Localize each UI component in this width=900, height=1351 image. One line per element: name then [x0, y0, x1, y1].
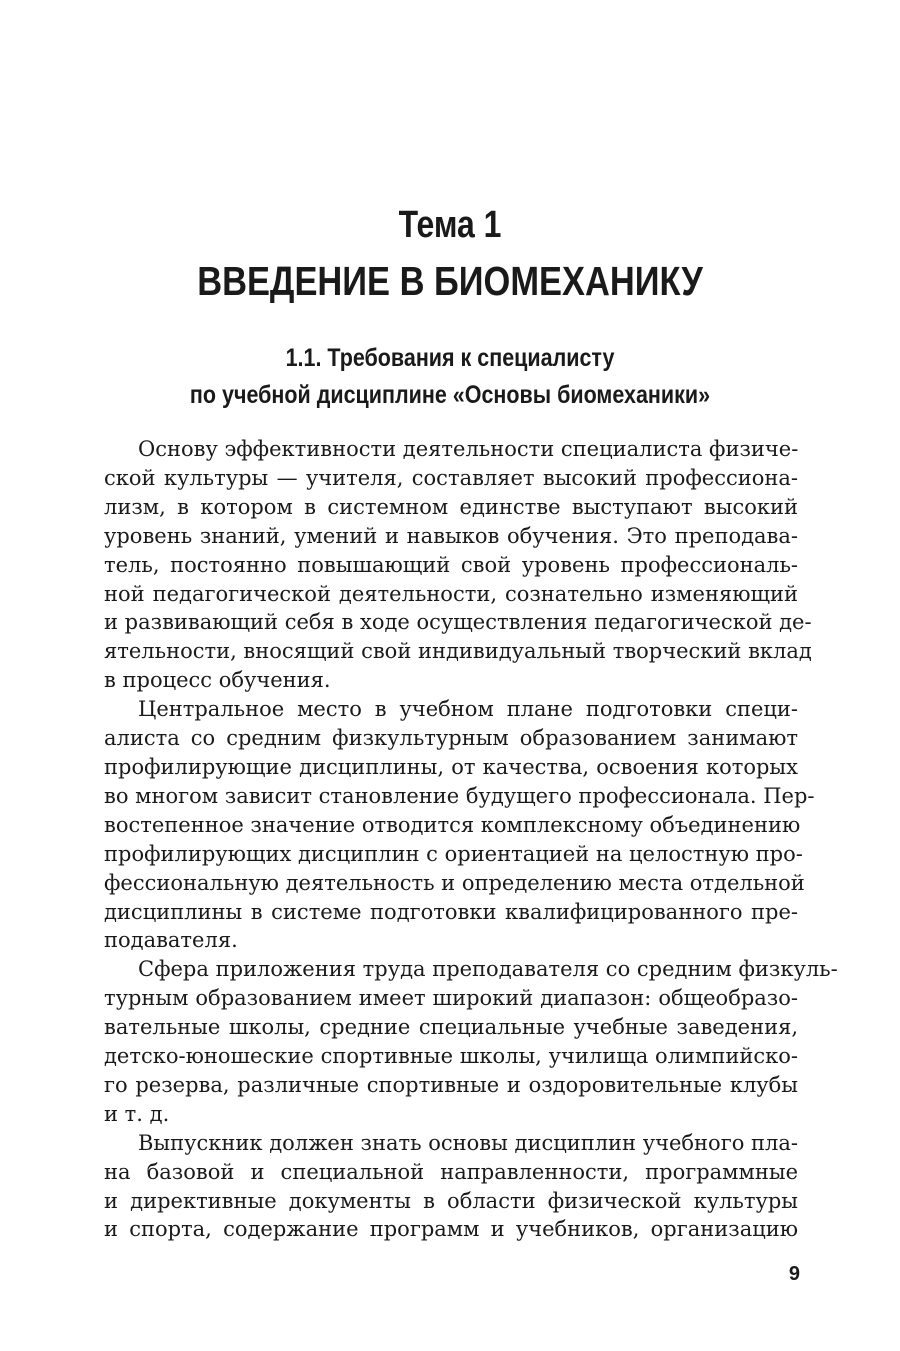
text-line: дисциплины в системе подготовки квалифицированного пре-	[104, 899, 798, 924]
text-line: ятельности, вносящий свой индивидуальный творческий вклад	[104, 639, 812, 664]
text-line: го резерва, различные спортивные и оздоровительные клубы	[104, 1072, 798, 1097]
page-number: 9	[788, 1263, 800, 1285]
section-title-line: по учебной дисциплине «Основы биомеханики»	[189, 381, 711, 409]
body-text	[104, 435, 838, 1244]
text-line: детско-юношеские спортивные школы, училища олимпийско-	[104, 1044, 798, 1069]
text-line: профилирующие дисциплины, от качества, освоения которых	[104, 754, 798, 779]
text-line: Основу эффективности деятельности специалиста физиче-	[138, 437, 799, 461]
text-line: тель, постоянно повышающий свой уровень профессиональ-	[104, 552, 798, 577]
text-line: и развивающий себя в ходе осуществления педагогической де-	[104, 610, 812, 635]
text-line: уровень знаний, умений и навыков обучения. Это преподава-	[104, 523, 798, 548]
text-line: и директивные документы в области физической культуры	[104, 1188, 798, 1213]
text-line: Выпускник должен знать основы дисциплин учебного пла-	[138, 1130, 798, 1155]
text-line: ной педагогической деятельности, сознательно изменяющий	[104, 581, 798, 606]
text-line: и т. д.	[104, 1101, 170, 1126]
text-line: вательные школы, средние специальные учебные заведения,	[104, 1015, 798, 1040]
chapter-title: ВВЕДЕНИЕ В БИОМЕХАНИКУ	[197, 258, 703, 304]
text-line: и спорта, содержание программ и учебников, организацию	[104, 1217, 798, 1242]
text-line: фессиональную деятельность и определению места отдельной	[104, 870, 805, 895]
text-line: профилирующих дисциплин с ориентацией на целостную про-	[104, 841, 803, 866]
text-line: алиста со средним физкультурным образованием занимают	[104, 726, 798, 751]
chapter-label: Тема 1	[398, 204, 502, 246]
text-line: ской культуры — учителя, составляет высокий профессиона-	[104, 465, 798, 490]
text-line: во многом зависит становление будущего профессионала. Пер-	[104, 783, 815, 808]
text-line: подавателя.	[104, 928, 238, 953]
text-line: Центральное место в учебном плане подготовки специ-	[138, 697, 798, 722]
section-title-line: 1.1. Требования к специалисту	[285, 344, 615, 372]
text-line: в процесс обучения.	[104, 668, 331, 693]
text-line: Сфера приложения труда преподавателя со средним физкуль-	[138, 957, 838, 982]
text-line: турным образованием имеет широкий диапазон: общеобразо-	[104, 986, 798, 1011]
text-line: лизм, в котором в системном единстве выступают высокий	[104, 494, 798, 519]
paragraph	[104, 695, 815, 955]
text-line: на базовой и специальной направленности, программные	[104, 1159, 798, 1184]
section-title	[63, 340, 837, 414]
text-line: востепенное значение отводится комплексному объединению	[104, 812, 801, 837]
paragraph	[104, 1129, 798, 1245]
paragraph	[104, 955, 838, 1128]
paragraph	[104, 435, 812, 695]
